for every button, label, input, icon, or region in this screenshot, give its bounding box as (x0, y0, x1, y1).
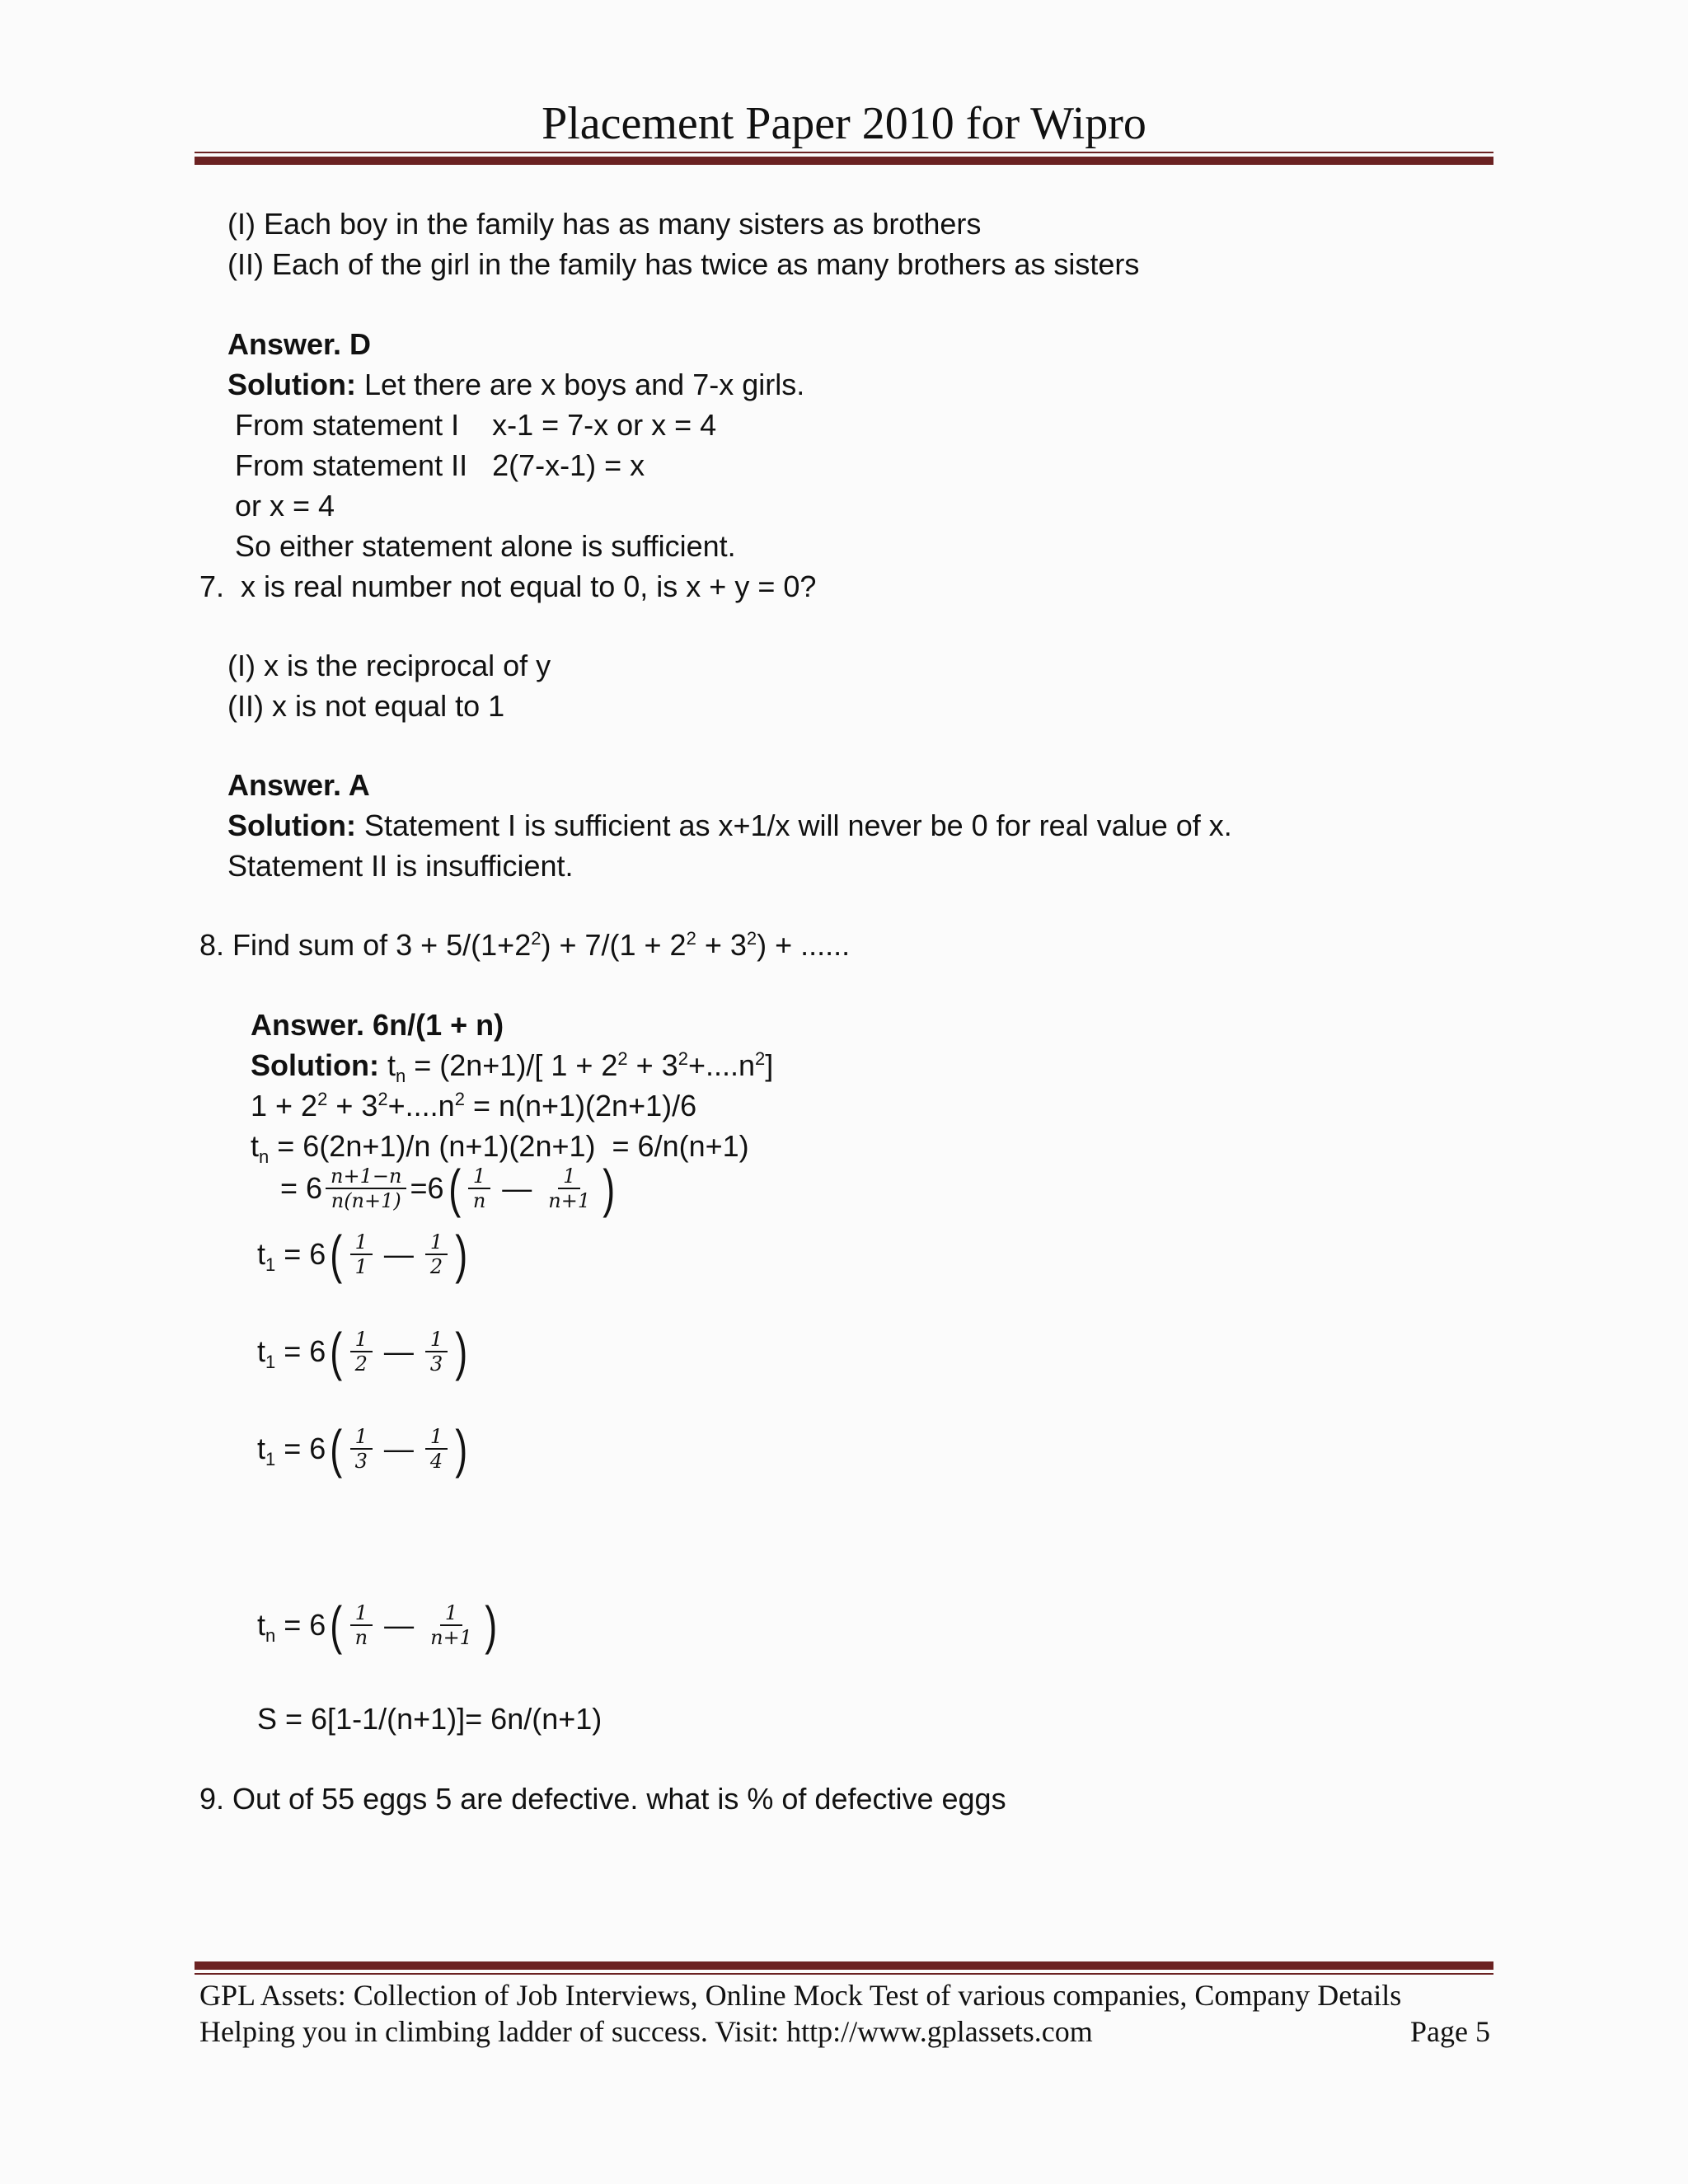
header-rule (195, 152, 1493, 165)
page-title: Placement Paper 2010 for Wipro (542, 98, 1146, 149)
left-paren: ( (330, 1322, 343, 1381)
q8-t1-row-3 (257, 1419, 472, 1479)
q7-statement-1: (I) x is the reciprocal of y (227, 649, 551, 682)
fraction (425, 1601, 477, 1649)
q7-answer: Answer. A (227, 768, 370, 802)
fraction-denominator: n (354, 1626, 368, 1649)
left-paren: ( (330, 1596, 343, 1655)
minus-sign: — (383, 1432, 414, 1465)
fraction-numerator: 1 (350, 1230, 373, 1255)
q8-sub: n (265, 1625, 276, 1647)
fraction (543, 1165, 595, 1212)
q8-part: t (257, 1608, 266, 1642)
q8-solution (251, 1048, 774, 1087)
q8-sub: 1 (265, 1449, 276, 1470)
q8-sup: 2 (377, 1089, 388, 1109)
fraction-numerator: 1 (350, 1425, 373, 1450)
fraction-numerator: 1 (425, 1230, 448, 1255)
right-paren: ) (485, 1596, 498, 1655)
fraction-numerator: 1 (425, 1425, 448, 1450)
q6-solution-line-1: From statement I x-1 = 7-x or x = 4 (235, 408, 717, 442)
q8-sup: 2 (317, 1089, 328, 1109)
q8-sup: 2 (686, 928, 696, 949)
q6-solution-line-3: or x = 4 (235, 489, 335, 523)
footer-line-2: Helping you in climbing ladder of success. Visit: http://www.gplassets.com (199, 2015, 1093, 2048)
fraction-denominator: n(n+1) (331, 1189, 401, 1212)
fraction (468, 1165, 490, 1212)
q8-part: +....n (387, 1089, 455, 1122)
fraction-numerator: 1 (350, 1328, 373, 1352)
fraction-numerator: 1 (440, 1601, 462, 1626)
q8-sup: 2 (617, 1048, 628, 1069)
q8-sup: 2 (531, 928, 542, 949)
q8-part: t (257, 1334, 266, 1368)
q8-sub: 1 (265, 1254, 276, 1276)
fraction-denominator: 3 (429, 1352, 443, 1376)
q6-statement-2: (II) Each of the girl in the family has twice as many brothers as sisters (227, 247, 1140, 281)
q8-answer: Answer. 6n/(1 + n) (251, 1008, 504, 1042)
right-paren: ) (455, 1419, 468, 1479)
footer-line-1: GPL Assets: Collection of Job Interviews, Online Mock Test of various companies, Company Details (199, 1979, 1402, 2012)
fraction-numerator: 1 (425, 1328, 448, 1352)
q6-statement-1: (I) Each boy in the family has as many sisters as brothers (227, 207, 982, 241)
q8-sup: 2 (755, 1048, 766, 1069)
q6-solution-label: Solution: (227, 368, 356, 401)
q8-sup: 2 (746, 928, 757, 949)
q8-part: 1 + 2 (251, 1089, 318, 1122)
q6-solution-line-4: So either statement alone is sufficient. (235, 529, 736, 563)
q8-part: t (257, 1432, 266, 1465)
fraction-denominator: 1 (354, 1255, 368, 1278)
q8-question-part: + 3 (696, 928, 747, 962)
page-number: Page 5 (1410, 2015, 1490, 2048)
q8-part: = 6(2n+1)/n (n+1)(2n+1) = 6/n(n+1) (269, 1129, 749, 1163)
q8-tn-row (257, 1596, 501, 1655)
q8-part: = 6 (275, 1608, 326, 1642)
minus-sign: — (383, 1334, 414, 1368)
fraction (350, 1328, 373, 1376)
fraction (350, 1230, 373, 1278)
fraction (350, 1425, 373, 1473)
q7-solution-label: Solution: (227, 808, 356, 842)
q8-solution-part: t (378, 1048, 396, 1082)
q8-part: + 3 (327, 1089, 378, 1122)
fraction-denominator: 4 (429, 1450, 443, 1473)
q6-solution-text: Let there are x boys and 7-x girls. (355, 368, 805, 401)
fraction-numerator: n+1−n (326, 1165, 406, 1189)
q8-solution-part: = (2n+1)/[ 1 + 2 (406, 1048, 618, 1082)
q8-question (199, 929, 850, 962)
q8-sup: 2 (454, 1089, 465, 1109)
q7-solution-text: Statement I is sufficient as x+1/x will never be 0 for real value of x. (355, 808, 1232, 842)
q8-solution-part: + 3 (627, 1048, 678, 1082)
right-paren: ) (455, 1225, 468, 1284)
q6-answer: Answer. D (227, 327, 372, 361)
fraction (425, 1230, 448, 1278)
left-paren: ( (448, 1159, 461, 1218)
q7-solution-line-2: Statement II is insufficient. (227, 849, 574, 883)
fraction (350, 1601, 373, 1649)
q8-solution-label: Solution: (251, 1048, 379, 1082)
q8-part: = 6 (275, 1237, 326, 1271)
q8-part: t (251, 1129, 260, 1163)
q8-solution-part: +....n (687, 1048, 756, 1082)
q8-t1-row-1 (257, 1225, 472, 1284)
q8-sum-result: S = 6[1-1/(n+1)]= 6n/(n+1) (257, 1702, 603, 1736)
q8-question-part: 8. Find sum of 3 + 5/(1+2 (199, 928, 532, 962)
q9-question: 9. Out of 55 eggs 5 are defective. what is % of defective eggs (199, 1782, 1006, 1816)
q6-solution (227, 368, 804, 401)
left-paren: ( (330, 1225, 343, 1284)
fraction-denominator: n+1 (548, 1189, 591, 1212)
right-paren: ) (603, 1159, 616, 1218)
fraction-numerator: 1 (350, 1601, 373, 1626)
q8-sub: 1 (265, 1352, 276, 1373)
q8-solution-part: ] (765, 1048, 774, 1082)
q7-solution (227, 809, 1232, 842)
q8-part: = 6 (275, 1432, 326, 1465)
left-paren: ( (330, 1419, 343, 1479)
right-paren: ) (455, 1322, 468, 1381)
minus-sign: — (502, 1171, 532, 1205)
q7-statement-2: (II) x is not equal to 1 (227, 689, 505, 723)
fraction-denominator: 3 (354, 1450, 368, 1473)
fraction-numerator: 1 (468, 1165, 490, 1189)
q8-part: t (257, 1237, 266, 1271)
footer-rule (195, 1961, 1493, 1975)
fraction-denominator: n+1 (430, 1626, 472, 1649)
q8-question-part: ) + 7/(1 + 2 (541, 928, 687, 962)
q8-question-part: ) + ...... (757, 928, 851, 962)
q6-solution-line-2: From statement II 2(7-x-1) = x (235, 448, 645, 482)
q8-part: = 6 (280, 1171, 323, 1205)
q8-sum-of-squares (251, 1090, 696, 1122)
q8-part: = n(n+1)(2n+1)/6 (464, 1089, 697, 1122)
fraction-denominator: 2 (429, 1255, 443, 1278)
q8-telescoping-step (280, 1159, 619, 1218)
fraction (425, 1328, 448, 1376)
q8-sub: n (259, 1146, 270, 1168)
q7-question: 7. x is real number not equal to 0, is x + y = 0? (199, 569, 817, 603)
fraction (425, 1425, 448, 1473)
fraction-denominator: 2 (354, 1352, 368, 1376)
fraction (326, 1165, 406, 1212)
fraction-numerator: 1 (558, 1165, 580, 1189)
minus-sign: — (383, 1237, 414, 1271)
q8-sub: n (395, 1066, 406, 1087)
q8-t1-row-2 (257, 1322, 472, 1381)
q8-part: =6 (410, 1171, 444, 1205)
q8-tn-formula (251, 1129, 749, 1168)
minus-sign: — (384, 1608, 415, 1642)
q8-part: = 6 (275, 1334, 326, 1368)
fraction-denominator: n (472, 1189, 486, 1212)
q8-sup: 2 (678, 1048, 688, 1069)
